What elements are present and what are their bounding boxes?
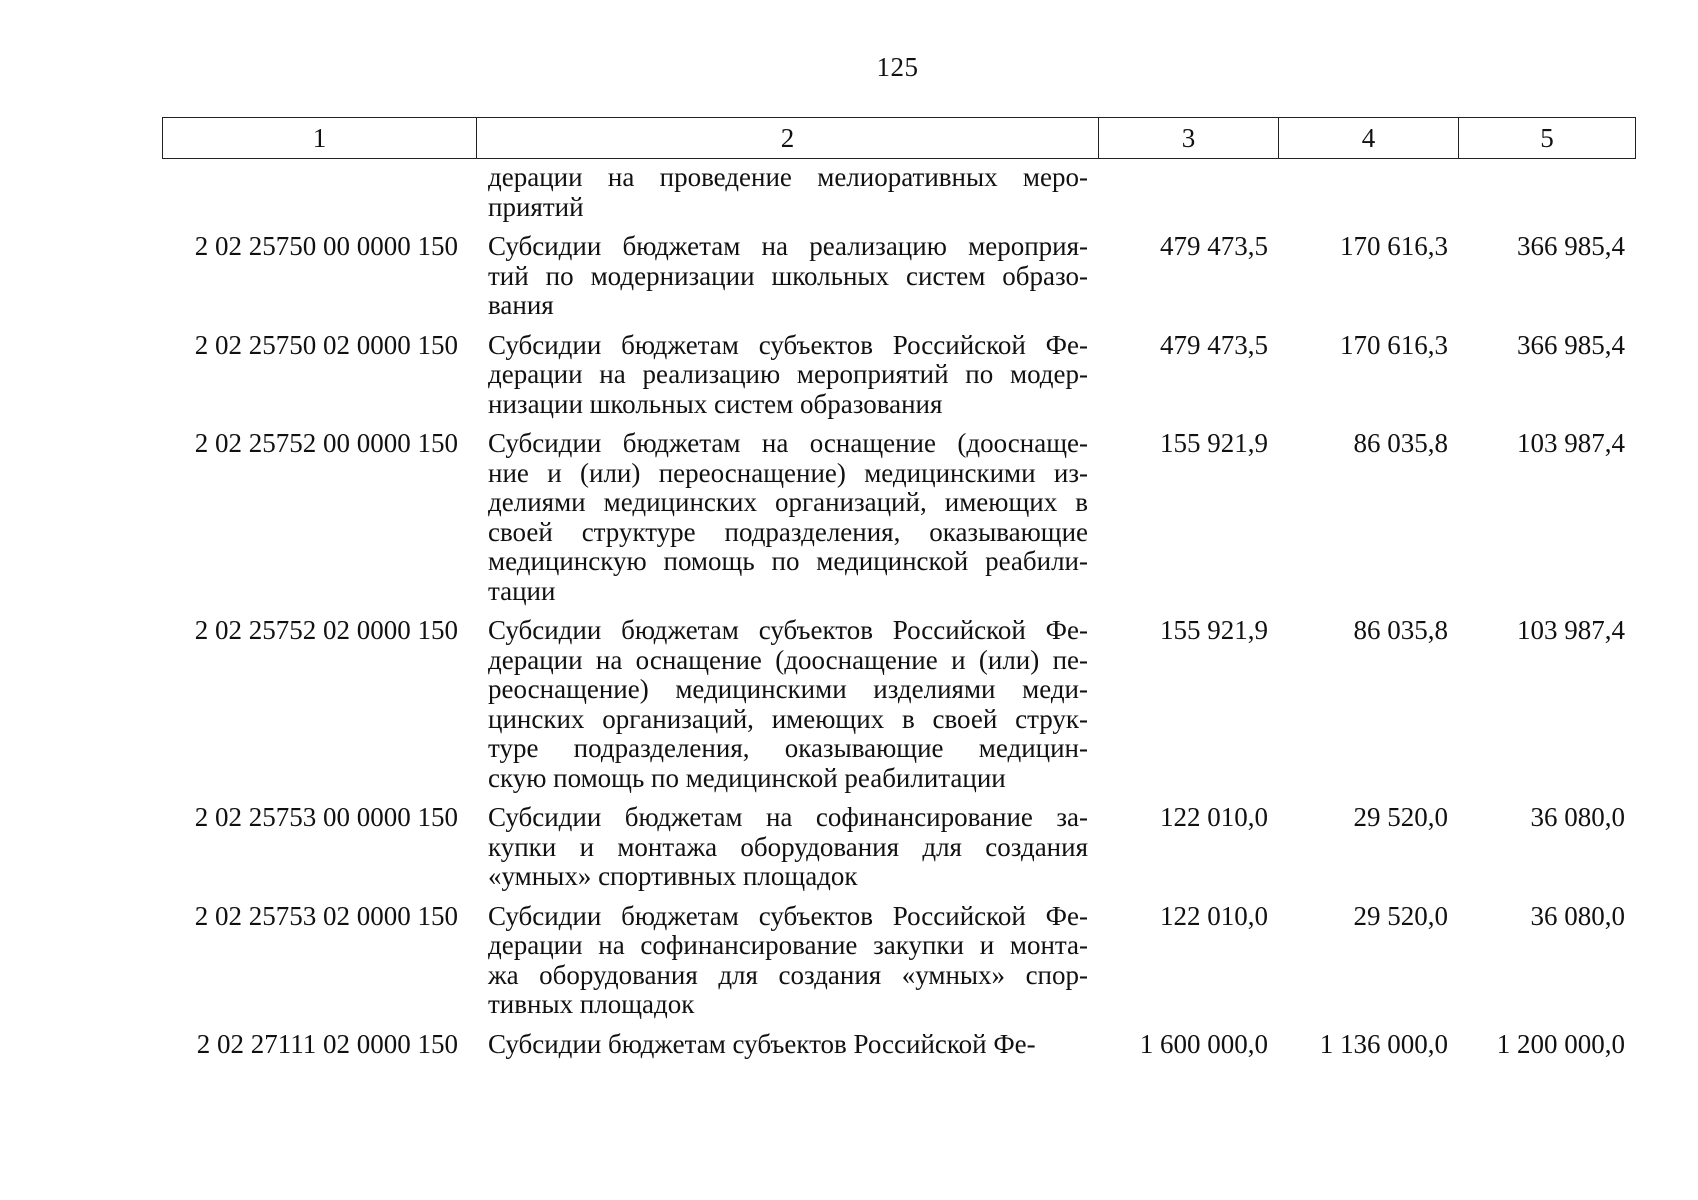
cell-code: 2 02 25752 00 0000 150 [194,428,458,458]
description-line: тий по модернизации школьных систем образо- [488,260,1088,291]
cell-col5: 36 080,0 [1530,900,1625,931]
table-header [162,117,1636,159]
description-line: тивных площадок [488,989,695,1019]
header-col-4: 4 [1279,118,1459,159]
cell-col4: 1 136 000,0 [1319,1028,1448,1059]
cell-code: 2 02 25750 00 0000 150 [194,231,458,261]
cell-col5: 1 200 000,0 [1496,1028,1625,1059]
description-line: дерации на софинансирование закупки и монта- [488,930,1088,960]
table-row [162,793,1635,892]
description-line: скую помощь по медицинской реабилитации [488,762,1006,793]
cell-description [476,793,1098,892]
cell-description [476,321,1098,420]
description-line: «умных» спортивных площадок [488,861,858,891]
table-row [162,321,1635,420]
cell-col4: 170 616,3 [1340,329,1448,360]
description-line: Субсидии бюджетам на реализацию мероприя- [488,231,1088,261]
cell-col3: 155 921,9 [1160,428,1268,458]
header-col-1: 1 [163,118,477,159]
description-line: делиями медицинских организаций, имеющих в [488,487,1088,517]
description-line: Субсидии бюджетам субъектов Российской Фе- [488,1028,1036,1059]
cell-code [162,163,476,222]
description-line: своей структуре подразделения, оказывающие [488,516,1088,547]
description-line: дерации на реализацию мероприятий по модер- [488,359,1088,389]
cell-col4: 86 035,8 [1353,428,1448,458]
cell-col4: 170 616,3 [1340,231,1448,261]
description-line: дерации на оснащение (дооснащение и (или) пе- [488,644,1088,675]
cell-description [476,892,1098,1020]
cell-col5: 103 987,4 [1517,428,1625,458]
cell-description [476,606,1098,793]
cell-col4: 29 520,0 [1353,802,1448,832]
cell-col4: 29 520,0 [1353,900,1448,931]
cell-description [476,163,1098,222]
page-number: 125 [876,52,919,82]
header-row [163,118,1636,159]
description-line: Субсидии бюджетам на оснащение (дооснаще- [488,428,1088,458]
description-line: купки и монтажа оборудования для создания [488,831,1088,862]
cell-code: 2 02 25753 02 0000 150 [194,900,458,931]
cell-col3: 479 473,5 [1160,231,1268,261]
cell-code: 2 02 25752 02 0000 150 [194,615,458,645]
cell-col5: 103 987,4 [1517,615,1625,645]
description-line: приятий [488,191,584,222]
description-line: реоснащение) медицинскими изделиями меди- [488,674,1088,704]
cell-col3: 122 010,0 [1160,900,1268,931]
cell-col5: 36 080,0 [1530,802,1625,832]
cell-col3: 155 921,9 [1160,615,1268,645]
description-line: Субсидии бюджетам на софинансирование за- [488,802,1088,832]
table-row [162,892,1635,1020]
cell-col5: 366 985,4 [1517,329,1625,360]
cell-col3: 122 010,0 [1160,802,1268,832]
description-line: вания [488,290,554,320]
cell-col5 [1458,163,1635,222]
budget-table [162,163,1635,1059]
cell-col3: 1 600 000,0 [1139,1028,1268,1059]
description-line: ние и (или) переоснащение) медицинскими из- [488,457,1088,488]
cell-code: 2 02 25750 02 0000 150 [194,329,458,360]
cell-col4: 86 035,8 [1353,615,1448,645]
description-line: низации школьных систем образования [488,388,943,419]
description-line: Субсидии бюджетам субъектов Российской Фе- [488,900,1088,931]
table-row [162,163,1635,222]
header-col-2: 2 [477,118,1099,159]
cell-col3: 479 473,5 [1160,329,1268,360]
cell-code: 2 02 25753 00 0000 150 [194,802,458,832]
table-row [162,1020,1635,1060]
description-line: Субсидии бюджетам субъектов Российской Фе- [488,615,1088,645]
cell-col3 [1098,163,1278,222]
cell-description [476,222,1098,321]
description-line: медицинскую помощь по медицинской реабили- [488,546,1088,576]
header-col-5: 5 [1459,118,1636,159]
table-row [162,222,1635,321]
cell-code: 2 02 27111 02 0000 150 [196,1028,458,1059]
description-line: дерации на проведение мелиоративных меро- [488,162,1088,192]
description-line: цинских организаций, имеющих в своей струк- [488,703,1088,734]
cell-col5: 366 985,4 [1517,231,1625,261]
description-line: тации [488,575,556,606]
table-row [162,606,1635,793]
cell-description [476,1020,1098,1060]
header-col-3: 3 [1099,118,1279,159]
description-line: жа оборудования для создания «умных» спор- [488,959,1088,990]
cell-description [476,419,1098,606]
table-row [162,419,1635,606]
cell-col4 [1278,163,1458,222]
description-line: туре подразделения, оказывающие медицин- [488,733,1088,763]
description-line: Субсидии бюджетам субъектов Российской Фе- [488,329,1088,360]
